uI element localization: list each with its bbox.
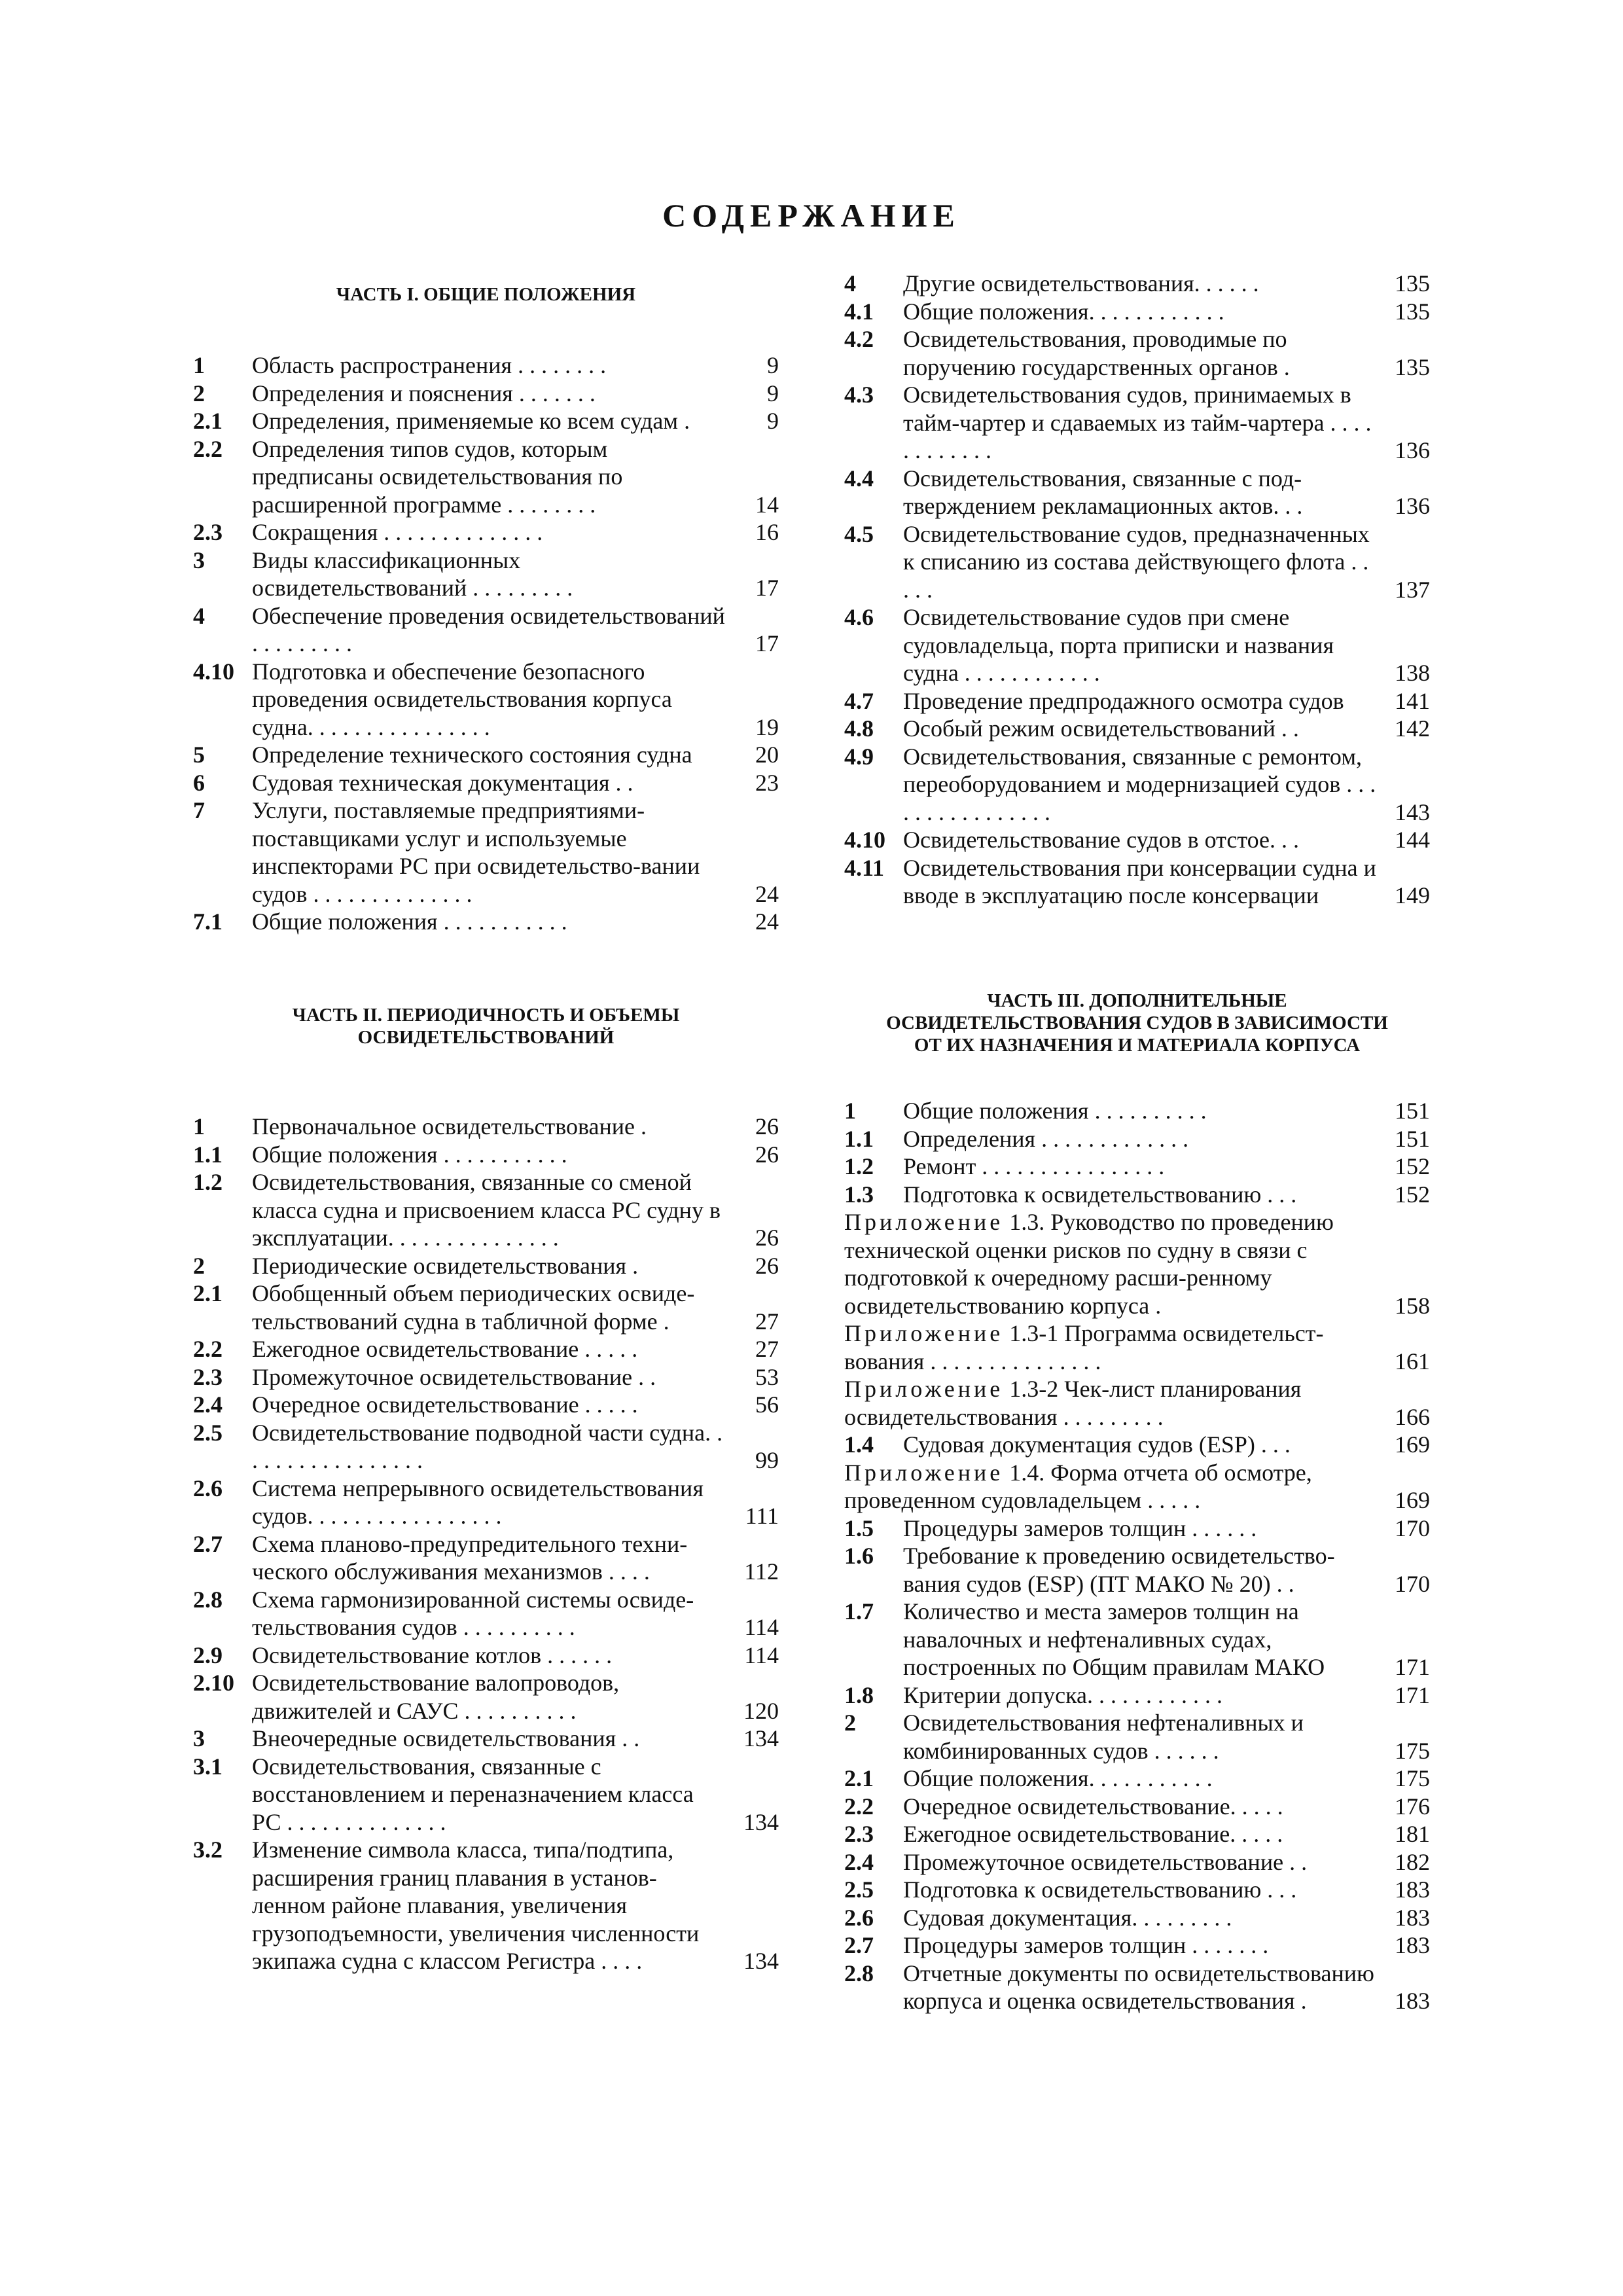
toc-entry-number: 2.6	[193, 1475, 223, 1501]
toc-entry	[193, 518, 779, 547]
part3-title-line2: ОСВИДЕТЕЛЬСТВОВАНИЯ СУДОВ В ЗАВИСИМОСТИ	[886, 1013, 1388, 1033]
toc-entry	[193, 380, 779, 408]
toc-entry-number: 2.10	[193, 1670, 234, 1696]
toc-entry-page: 183	[1395, 1932, 1430, 1958]
toc-entry	[844, 1431, 1430, 1459]
toc-entry-text	[844, 1208, 1379, 1319]
appendix-title: 1.3-1 Программа освидетельст-вования . . . . . . . . . . . . . . .	[844, 1320, 1324, 1374]
toc-entry-page: 17	[755, 630, 779, 656]
toc-entry-page: 143	[1395, 798, 1430, 825]
toc-entry-number: 2.3	[193, 519, 223, 545]
toc-entry	[193, 1725, 779, 1753]
toc-entry-page: 27	[755, 1308, 779, 1335]
toc-entry	[193, 435, 779, 519]
toc-entry-page: 114	[744, 1614, 779, 1640]
toc-entry-text: Проведение предпродажного осмотра судов	[903, 687, 1344, 714]
toc-entry-text: Освидетельствование судов при смене судовладельца, порта приписки и названия судна . . . . . . . . . . . .	[903, 604, 1334, 686]
toc-entry-text: Система непрерывного освидетельствования судов. . . . . . . . . . . . . . . . .	[252, 1475, 704, 1529]
toc-entry-number: 4.6	[844, 604, 874, 630]
toc-entry-page: 135	[1395, 298, 1430, 325]
toc-entry	[844, 1681, 1430, 1710]
toc-entry-number: 1.1	[193, 1141, 223, 1168]
toc-entry-page: 161	[1395, 1348, 1430, 1374]
toc-entry	[844, 1876, 1430, 1904]
toc-entry	[844, 1319, 1430, 1375]
toc-entry-number: 2.2	[844, 1793, 874, 1820]
toc-entry	[193, 547, 779, 602]
appendix-label: Приложение	[844, 1209, 1004, 1235]
toc-entry-page: 136	[1395, 437, 1430, 463]
toc-entry-page: 152	[1395, 1181, 1430, 1208]
toc-entry-text: Освидетельствования, связанные с восстановлением и переназначением класса РС . . . . . . . . . . . . . .	[252, 1753, 694, 1835]
toc-entry-page: 169	[1395, 1431, 1430, 1458]
toc-entry	[193, 407, 779, 435]
toc-entry-text: Ежегодное освидетельствование . . . . .	[252, 1336, 638, 1362]
toc-entry-number: 1	[844, 1098, 856, 1124]
toc-entry-number: 1	[193, 1113, 205, 1139]
toc-entry	[193, 1391, 779, 1419]
toc-entry-page: 183	[1395, 1988, 1430, 2014]
toc-entry	[193, 658, 779, 742]
toc-entry-number: 2.7	[844, 1932, 874, 1958]
toc-entry-page: 151	[1395, 1098, 1430, 1124]
page-title: СОДЕРЖАНИЕ	[662, 197, 961, 234]
toc-entry-text: Общие положения . . . . . . . . . . .	[252, 1141, 567, 1168]
toc-entry-number: 2.5	[844, 1876, 874, 1903]
part1-title: ЧАСТЬ I. ОБЩИЕ ПОЛОЖЕНИЯ	[336, 284, 636, 305]
appendix-label: Приложение	[844, 1376, 1004, 1402]
toc-entry-page: 111	[745, 1503, 779, 1529]
toc-entry-page: 137	[1395, 576, 1430, 603]
toc-entry-number: 4.10	[844, 827, 885, 853]
toc-entry-text: Освидетельствование судов, предназначенных к списанию из состава действующего флота . . . . .	[903, 520, 1370, 603]
toc-entry-page: 120	[743, 1697, 779, 1724]
toc-entry-text: Освидетельствование судов в отстое. . .	[903, 827, 1300, 853]
toc-entry-text: Ремонт . . . . . . . . . . . . . . . .	[903, 1153, 1165, 1179]
toc-entry-number: 2.8	[193, 1586, 223, 1613]
toc-entry-text: Общие положения . . . . . . . . . .	[903, 1098, 1207, 1124]
toc-entry-text	[844, 1459, 1379, 1515]
toc-entry-text: Общие положения. . . . . . . . . . . .	[903, 298, 1224, 325]
toc-entry	[844, 1793, 1430, 1821]
toc-entry	[844, 1931, 1430, 1960]
toc-entry-page: 138	[1395, 660, 1430, 686]
toc-entry-text: Освидетельствования, проводимые по поручению государственных органов .	[903, 326, 1290, 380]
toc-entry-number: 1.8	[844, 1681, 874, 1708]
toc-entry-page: 176	[1395, 1793, 1430, 1820]
toc-entry-page: 134	[743, 1725, 779, 1751]
toc-entry-text: Освидетельствования, связанные со сменой класса судна и присвоением класса РС судну в эксплуатации. . . . . . . . . . . . . . .	[252, 1169, 721, 1251]
toc-entry-number: 2.1	[193, 408, 223, 434]
toc-entry-text: Определение технического состояния судна	[252, 742, 692, 768]
toc-entry-page: 170	[1395, 1570, 1430, 1597]
appendix-label: Приложение	[844, 1459, 1004, 1486]
toc-entry	[844, 1515, 1430, 1543]
toc-entry	[193, 1586, 779, 1641]
toc-entry-number: 4.10	[193, 658, 234, 685]
appendix-label: Приложение	[844, 1320, 1004, 1346]
toc-entry-page: 9	[767, 352, 779, 378]
toc-entry	[844, 1709, 1430, 1765]
toc-entry	[844, 854, 1430, 910]
toc-entry-page: 27	[755, 1336, 779, 1362]
toc-entry-text: Область распространения . . . . . . . .	[252, 352, 607, 378]
toc-entry-page: 141	[1395, 687, 1430, 714]
toc-entry-number: 2.8	[844, 1960, 874, 1986]
toc-entry-text: Судовая документация. . . . . . . . .	[903, 1904, 1232, 1931]
toc-entry-number: 1.1	[844, 1125, 874, 1152]
toc-entry-number: 1.5	[844, 1515, 874, 1541]
toc-entry-page: 182	[1395, 1848, 1430, 1875]
toc-entry-number: 1.3	[844, 1181, 874, 1208]
toc-entry	[193, 741, 779, 769]
part3-title-line3: ОТ ИХ НАЗНАЧЕНИЯ И МАТЕРИАЛА КОРПУСА	[914, 1035, 1361, 1056]
toc-entry	[193, 908, 779, 936]
part2-title-line1: ЧАСТЬ II. ПЕРИОДИЧНОСТЬ И ОБЪЕМЫ	[292, 1005, 680, 1026]
toc-entry-text: Процедуры замеров толщин . . . . . .	[903, 1515, 1257, 1541]
toc-entry	[193, 1168, 779, 1252]
toc-entry-text: Первоначальное освидетельствование .	[252, 1113, 647, 1139]
toc-entry	[844, 1208, 1430, 1319]
toc-entry-number: 1.2	[844, 1153, 874, 1179]
part3-title	[844, 990, 1430, 1056]
toc-entry-page: 152	[1395, 1153, 1430, 1179]
toc-entry-number: 2.4	[193, 1391, 223, 1418]
toc-entry-text: Требование к проведению освидетельство-вания судов (ESP) (ПТ МАКО № 20) . .	[903, 1543, 1335, 1597]
toc-entry-text: Подготовка к освидетельствованию . . .	[903, 1181, 1297, 1208]
toc-entry-text: Судовая техническая документация . .	[252, 769, 633, 796]
toc-entry-page: 170	[1395, 1515, 1430, 1541]
toc-entry-page: 112	[744, 1558, 779, 1585]
toc-entry	[844, 687, 1430, 715]
toc-entry-number: 6	[193, 769, 205, 796]
toc-entry	[193, 602, 779, 658]
toc-entry-text: Подготовка и обеспечение безопасного проведения освидетельствования корпуса судна. . . . . . . . . . . . . . . .	[252, 658, 672, 740]
toc-entry-text: Услуги, поставляемые предприятиями-поставщиками услуг и используемые инспекторами РС при освидетельство-вании судов . . . . . . . . . . . . . .	[252, 797, 700, 907]
toc-entry-page: 142	[1395, 715, 1430, 742]
toc-entry-page: 19	[755, 713, 779, 740]
toc-entry-page: 183	[1395, 1876, 1430, 1903]
toc-entry-number: 2.5	[193, 1419, 223, 1446]
toc-entry	[844, 465, 1430, 520]
toc-entry-page: 171	[1395, 1654, 1430, 1680]
toc-entry-text: Освидетельствования нефтеналивных и комбинированных судов . . . . . .	[903, 1710, 1304, 1764]
toc-entry-page: 16	[755, 519, 779, 545]
toc-entry-page: 24	[755, 908, 779, 935]
part3-toc	[844, 1097, 1430, 2015]
toc-entry-text: Общие положения. . . . . . . . . . .	[903, 1765, 1213, 1791]
toc-entry-text: Виды классификационных освидетельствований . . . . . . . . .	[252, 547, 573, 601]
toc-entry-text: Другие освидетельствования. . . . . .	[903, 270, 1259, 296]
toc-entry-text: Сокращения . . . . . . . . . . . . . .	[252, 519, 543, 545]
toc-entry-page: 134	[743, 1808, 779, 1835]
toc-entry	[844, 1375, 1430, 1431]
toc-entry-page: 26	[755, 1113, 779, 1139]
toc-entry-page: 14	[755, 491, 779, 518]
toc-entry-page: 151	[1395, 1125, 1430, 1152]
toc-entry	[844, 1181, 1430, 1209]
toc-entry-number: 2.7	[193, 1530, 223, 1557]
toc-entry	[193, 1252, 779, 1280]
toc-entry	[193, 1113, 779, 1141]
toc-entry-text: Изменение символа класса, типа/подтипа, расширения границ плавания в установ-ленном районе плавания, увеличения грузоподъемности, увеличения численности экипажа судна с классом Регистра . . . .	[252, 1837, 700, 1974]
toc-entry-page: 171	[1395, 1681, 1430, 1708]
toc-entry-page: 114	[744, 1641, 779, 1668]
toc-entry-number: 1.2	[193, 1169, 223, 1195]
toc-entry-number: 2	[193, 1252, 205, 1279]
toc-entry-number: 1.7	[844, 1598, 874, 1624]
toc-entry-text: Ежегодное освидетельствование. . . . .	[903, 1821, 1283, 1847]
toc-entry	[844, 1765, 1430, 1793]
toc-entry-text: Определения типов судов, которым предписаны освидетельствования по расширенной программе . . . . . . . .	[252, 435, 623, 518]
part1-toc	[193, 351, 779, 936]
toc-entry-page: 20	[755, 742, 779, 768]
toc-entry	[193, 1280, 779, 1335]
toc-entry-page: 53	[755, 1363, 779, 1390]
toc-entry-number: 1.4	[844, 1431, 874, 1458]
toc-entry-page: 26	[755, 1225, 779, 1251]
toc-entry	[193, 1836, 779, 1975]
toc-entry	[844, 1960, 1430, 2015]
toc-entry-number: 2.9	[193, 1641, 223, 1668]
toc-entry-page: 135	[1395, 270, 1430, 296]
toc-entry-page: 181	[1395, 1821, 1430, 1847]
toc-entry	[844, 1820, 1430, 1848]
toc-entry-number: 4	[844, 270, 856, 296]
toc-entry	[193, 1363, 779, 1391]
part3-section	[844, 990, 1430, 2015]
toc-entry-text: Определения . . . . . . . . . . . . .	[903, 1125, 1189, 1152]
toc-entry-text: Схема гармонизированной системы освиде-тельствования судов . . . . . . . . . .	[252, 1586, 694, 1640]
toc-entry-page: 158	[1395, 1292, 1430, 1319]
toc-entry	[193, 351, 779, 380]
toc-entry	[844, 603, 1430, 687]
toc-entry-number: 2	[193, 380, 205, 406]
toc-entry-page: 175	[1395, 1737, 1430, 1764]
toc-entry-number: 7	[193, 797, 205, 823]
toc-entry	[844, 1848, 1430, 1876]
toc-entry-number: 1.6	[844, 1543, 874, 1569]
appendix-title: 1.4. Форма отчета об осмотре, проведенном судовладельцем . . . . .	[844, 1459, 1312, 1513]
toc-entry-number: 2.1	[193, 1280, 223, 1306]
toc-entry-text: Очередное освидетельствование. . . . .	[903, 1793, 1283, 1820]
toc-entry-text: Процедуры замеров толщин . . . . . . .	[903, 1932, 1269, 1958]
toc-entry-number: 4.9	[844, 743, 874, 770]
toc-entry-text	[844, 1319, 1379, 1375]
toc-entry	[844, 1153, 1430, 1181]
toc-entry-number: 2.6	[844, 1904, 874, 1931]
toc-entry-page: 175	[1395, 1765, 1430, 1791]
toc-entry-page: 99	[755, 1447, 779, 1473]
toc-entry	[844, 1904, 1430, 1932]
toc-entry-text: Общие положения . . . . . . . . . . .	[252, 908, 567, 935]
toc-entry	[844, 270, 1430, 298]
toc-entry-number: 2.2	[193, 1336, 223, 1362]
toc-entry-text: Внеочередные освидетельствования . .	[252, 1725, 640, 1751]
toc-entry-number: 2	[844, 1710, 856, 1736]
toc-entry-number: 2.3	[193, 1363, 223, 1390]
part2-section	[193, 1004, 779, 1975]
toc-entry-page: 134	[743, 1948, 779, 1974]
toc-entry-text: Критерии допуска. . . . . . . . . . . .	[903, 1681, 1223, 1708]
toc-entry-page: 56	[755, 1391, 779, 1418]
toc-entry-number: 4.2	[844, 326, 874, 352]
toc-entry	[844, 826, 1430, 854]
toc-entry-number: 3.1	[193, 1753, 223, 1780]
toc-entry-text: Освидетельствование подводной части судна. . . . . . . . . . . . . . . . .	[252, 1419, 723, 1473]
toc-entry-number: 4.5	[844, 520, 874, 547]
toc-entry-text: Подготовка к освидетельствованию . . .	[903, 1876, 1297, 1903]
toc-entry	[844, 1598, 1430, 1681]
toc-entry-page: 136	[1395, 493, 1430, 519]
toc-entry-number: 7.1	[193, 908, 223, 935]
toc-entry-page: 135	[1395, 353, 1430, 380]
toc-entry-page: 149	[1395, 882, 1430, 908]
toc-entry-number: 4.1	[844, 298, 874, 325]
toc-entry-page: 183	[1395, 1904, 1430, 1931]
toc-entry-text: Освидетельствование котлов . . . . . .	[252, 1641, 613, 1668]
toc-entry	[844, 520, 1430, 604]
toc-entry-text: Обобщенный объем периодических освиде-тельствований судна в табличной форме .	[252, 1280, 695, 1335]
toc-entry	[844, 743, 1430, 827]
part1-continued-toc	[844, 270, 1430, 910]
toc-entry	[844, 325, 1430, 381]
toc-entry-number: 2.1	[844, 1765, 874, 1791]
toc-entry-text	[844, 1375, 1379, 1431]
toc-entry	[844, 1459, 1430, 1515]
toc-entry-text: Судовая документация судов (ESP) . . .	[903, 1431, 1291, 1458]
toc-entry-text: Отчетные документы по освидетельствованию корпуса и оценка освидетельствования .	[903, 1960, 1374, 2014]
toc-entry-text: Определения и пояснения . . . . . . .	[252, 380, 596, 406]
toc-entry-text: Очередное освидетельствование . . . . .	[252, 1391, 638, 1418]
toc-entry-page: 26	[755, 1252, 779, 1279]
toc-entry	[844, 1125, 1430, 1153]
toc-entry-text: Схема планово-предупредительного техни-ческого обслуживания механизмов . . . .	[252, 1530, 688, 1585]
toc-entry-text: Обеспечение проведения освидетельствований . . . . . . . . .	[252, 602, 725, 656]
toc-entry-number: 4.3	[844, 382, 874, 408]
toc-entry	[844, 381, 1430, 465]
toc-entry	[844, 715, 1430, 743]
toc-entry-text: Освидетельствование валопроводов, движителей и САУС . . . . . . . . . .	[252, 1670, 620, 1724]
toc-entry	[193, 1141, 779, 1169]
part1-continued-section	[844, 270, 1430, 910]
toc-entry-number: 3	[193, 547, 205, 573]
part1-section	[193, 283, 779, 936]
toc-entry-text: Освидетельствования при консервации судна и вводе в эксплуатацию после консервации	[903, 854, 1376, 908]
toc-entry	[193, 1335, 779, 1363]
toc-entry-text: Промежуточное освидетельствование . .	[252, 1363, 656, 1390]
part2-title	[193, 1004, 779, 1049]
toc-entry-number: 4	[193, 602, 205, 629]
part2-toc	[193, 1113, 779, 1975]
toc-entry-page: 144	[1395, 827, 1430, 853]
appendix-title: 1.3-2 Чек-лист планирования освидетельствования . . . . . . . . .	[844, 1376, 1302, 1430]
toc-entry-page: 9	[767, 380, 779, 406]
toc-entry	[193, 1419, 779, 1475]
toc-entry-page: 9	[767, 408, 779, 434]
toc-entry-page: 24	[755, 880, 779, 907]
toc-entry-page: 169	[1395, 1487, 1430, 1513]
toc-entry	[193, 1753, 779, 1837]
part3-title-line1: ЧАСТЬ III. ДОПОЛНИТЕЛЬНЫЕ	[987, 990, 1287, 1011]
toc-entry-text: Освидетельствования, связанные с ремонтом, переоборудованием и модернизацией судов . . . . . . . . . . . . . . . .	[903, 743, 1376, 825]
toc-entry-page: 23	[755, 769, 779, 796]
toc-entry	[193, 1669, 779, 1725]
toc-entry	[193, 1530, 779, 1586]
toc-entry-number: 3.2	[193, 1837, 223, 1863]
toc-entry-page: 17	[755, 575, 779, 601]
toc-entry-number: 4.4	[844, 465, 874, 492]
toc-entry-text: Количество и места замеров толщин на навалочных и нефтеналивных судах, построенных по Общим правилам МАКО	[903, 1598, 1325, 1680]
toc-entry-text: Периодические освидетельствования .	[252, 1252, 639, 1279]
toc-entry-text: Промежуточное освидетельствование . .	[903, 1848, 1308, 1875]
toc-entry	[844, 1542, 1430, 1598]
part2-title-line2: ОСВИДЕТЕЛЬСТВОВАНИЙ	[357, 1027, 615, 1048]
toc-entry	[193, 1475, 779, 1530]
toc-entry	[193, 797, 779, 908]
toc-entry-number: 2.4	[844, 1848, 874, 1875]
toc-entry-text: Определения, применяемые ко всем судам .	[252, 408, 690, 434]
appendix-title: 1.3. Руководство по проведению технической оценки рисков по судну в связи с подготовкой к очередному расши-ренному освидетельствованию корпуса .	[844, 1209, 1334, 1319]
toc-entry-number: 4.8	[844, 715, 874, 742]
toc-entry-number: 2.2	[193, 435, 223, 462]
toc-entry	[193, 769, 779, 797]
toc-entry-text: Освидетельствования судов, принимаемых в тайм-чартер и сдаваемых из тайм-чартера . . . . . . . . . . . .	[903, 382, 1372, 463]
toc-entry-number: 1	[193, 352, 205, 378]
toc-entry	[844, 1097, 1430, 1125]
toc-entry-number: 3	[193, 1725, 205, 1751]
toc-entry-number: 5	[193, 742, 205, 768]
toc-entry	[844, 298, 1430, 326]
toc-entry-page: 26	[755, 1141, 779, 1168]
toc-entry	[193, 1641, 779, 1670]
toc-entry-text: Особый режим освидетельствований . .	[903, 715, 1299, 742]
toc-entry-number: 4.7	[844, 687, 874, 714]
toc-entry-number: 4.11	[844, 854, 885, 881]
toc-entry-text: Освидетельствования, связанные с под-тверждением рекламационных актов. . .	[903, 465, 1303, 519]
toc-entry-page: 166	[1395, 1403, 1430, 1430]
toc-entry-number: 2.3	[844, 1821, 874, 1847]
